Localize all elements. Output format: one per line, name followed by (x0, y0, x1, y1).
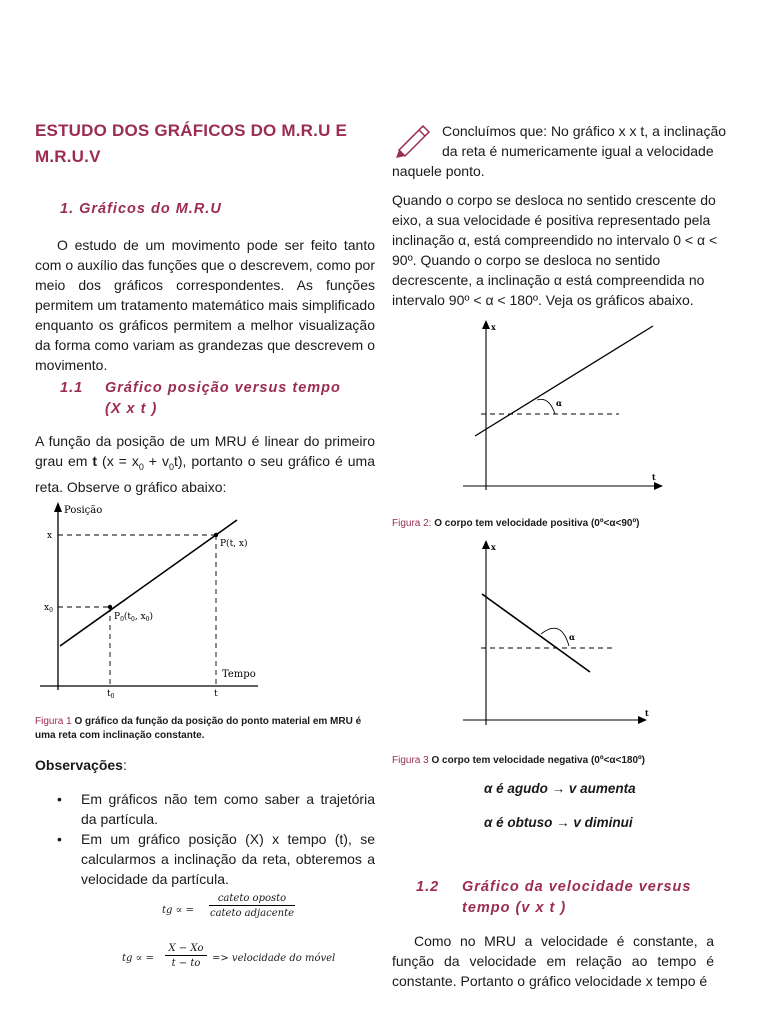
eq2-numerator: X − Xo (165, 943, 207, 956)
figure-3-text: O corpo tem velocidade negativa (0º<α<180º) (428, 755, 645, 766)
fig1-xlabel: Tempo (222, 669, 256, 680)
conclusion-line2: da reta é numericamente igual a velocidade (442, 143, 714, 159)
figure-2-positive-velocity-graph (445, 318, 670, 496)
figure-1-caption (35, 715, 375, 743)
figure-2-text: O corpo tem velocidade positiva (0º<α<90º) (431, 518, 640, 529)
main-title (35, 118, 375, 170)
eq1-denominator: cateto adjacente (209, 908, 295, 919)
figure-3-negative-velocity-graph (445, 538, 670, 733)
fig1-label-p0: $P_0(t_0$, $x_0$) (114, 612, 154, 623)
equation-slope-definition (162, 893, 322, 933)
intro-paragraph: O estudo de um movimento pode ser feito tanto com o auxílio das funções que o descrevem, como por meio dos gráficos correspondentes. As funções permitem um tratamento matemático mais simplificado enquanto os gráficos permitem a melhor visualização da forma como variam as grandezas que descrevem o movimento. (35, 237, 375, 373)
figure-3-label: Figura 3 (392, 755, 429, 766)
para-t: t (92, 453, 98, 469)
pencil-icon (393, 120, 435, 158)
fig2-x-label: t (652, 472, 656, 482)
fig2-angle-arc (537, 399, 555, 414)
fig1-label-p: P(t, x) (220, 539, 248, 549)
observations-list (35, 789, 375, 889)
fig1-y-arrow (54, 502, 62, 512)
main-title-line1: ESTUDO DOS GRÁFICOS DO M.R.U E (35, 121, 348, 140)
fig2-x-arrow (654, 482, 663, 490)
fig1-tick-x: x (47, 531, 53, 541)
fig1-point-p (214, 533, 218, 537)
fig1-ylabel: Posição (64, 505, 103, 516)
observations-title (35, 755, 127, 775)
section-1-2-number: 1.2 (416, 879, 440, 895)
fig2-alpha: α (556, 398, 563, 408)
figure-3-caption (392, 754, 752, 768)
eq1-lhs: tg ∝ = (162, 905, 194, 916)
bullet-glyph: • (57, 831, 62, 847)
conclusion-line1: Concluímos que: No gráfico x x t, a inclinação (442, 123, 727, 139)
fig2-y-label: x (491, 322, 496, 332)
fig2-line (475, 326, 653, 436)
conclusion-line3: naquele ponto. (392, 163, 485, 179)
para-pre: A função da posição de um MRU é linear do primeiro grau em (35, 433, 375, 469)
fig1-tick-t: t (214, 689, 218, 699)
fig3-alpha: α (569, 632, 576, 642)
figure-2-caption (392, 517, 752, 531)
section-1-2-title (416, 877, 756, 919)
eq2-lhs: tg ∝ = (122, 953, 154, 964)
rule-obtuse: α é obtuso → v diminui (484, 815, 633, 830)
slope-sign-paragraph: Quando o corpo se desloca no sentido crescente do eixo, a sua velocidade é positiva representado pela inclinação α, está compreendido no intervalo 0 < α < 90º. Quando o corpo se desloca no sentido decrescente, a inclinação α está compreendida no intervalo 90º < α < 180º. Veja os gráficos abaixo. (392, 192, 718, 308)
fig1-point-p0 (108, 605, 112, 609)
eq1-numerator: cateto oposto (209, 893, 295, 906)
fig1-tick-t0: $t_0$ (107, 689, 115, 700)
para-sub0: 0 (138, 461, 144, 472)
rule-acute: α é agudo → v aumenta (484, 781, 636, 796)
fig3-x-label: t (645, 708, 649, 718)
figure-1-position-time-graph (30, 498, 270, 703)
observations-label: Observações (35, 757, 123, 773)
section-1-2-title-line2: tempo (v x t ) (462, 900, 567, 916)
section-1-title: 1. Gráficos do M.R.U (60, 201, 222, 217)
figure-1-label: Figura 1 (35, 716, 72, 727)
para-formula-b: + v (143, 453, 169, 469)
section-1-1-title (60, 378, 380, 420)
figure-2-label: Figura 2: (392, 518, 432, 529)
figure-1-text: O gráfico da função da posição do ponto material em MRU é uma reta com inclinação constante. (35, 716, 362, 741)
para-formula-a: (x = x (97, 453, 139, 469)
section-1-1-number: 1.1 (60, 380, 84, 396)
fig1-tick-x0: $x_0$ (44, 603, 53, 614)
fig3-angle-arc (541, 628, 569, 646)
para-sub0b: 0 (168, 461, 174, 472)
fig3-y-label: x (491, 542, 496, 552)
observations-colon: : (122, 757, 127, 773)
eq2-rhs-text: => velocidade do móvel (212, 953, 336, 964)
velocity-time-paragraph: Como no MRU a velocidade é constante, a função da velocidade em relação ao tempo é constante. Portanto o gráfico velocidade x tempo é (392, 933, 714, 989)
main-title-line2: M.R.U.V (35, 147, 101, 166)
section-1-1-title-line2: (X x t ) (105, 401, 158, 417)
position-function-paragraph (35, 431, 375, 497)
section-1-2-title-line1: Gráfico da velocidade versus (462, 879, 692, 895)
para-formula-c: t), portanto o seu gráfico é uma reta. Observe o gráfico abaixo: (35, 453, 375, 495)
observation-item: • Em gráficos não tem como saber a trajetória da partícula. (57, 791, 375, 827)
eq2-denominator: t − to (171, 958, 201, 969)
fig2-y-arrow (482, 320, 490, 329)
fig3-y-arrow (482, 540, 490, 549)
fig1-position-line (60, 520, 237, 646)
conclusion-text-top (442, 121, 762, 161)
section-1-1-title-line1: Gráfico posição versus tempo (105, 380, 341, 396)
bullet-glyph: • (57, 791, 62, 807)
observation-item: • Em um gráfico posição (X) x tempo (t), se calcularmos a inclinação da reta, obteremos a velocidade da partícula. (57, 831, 375, 887)
